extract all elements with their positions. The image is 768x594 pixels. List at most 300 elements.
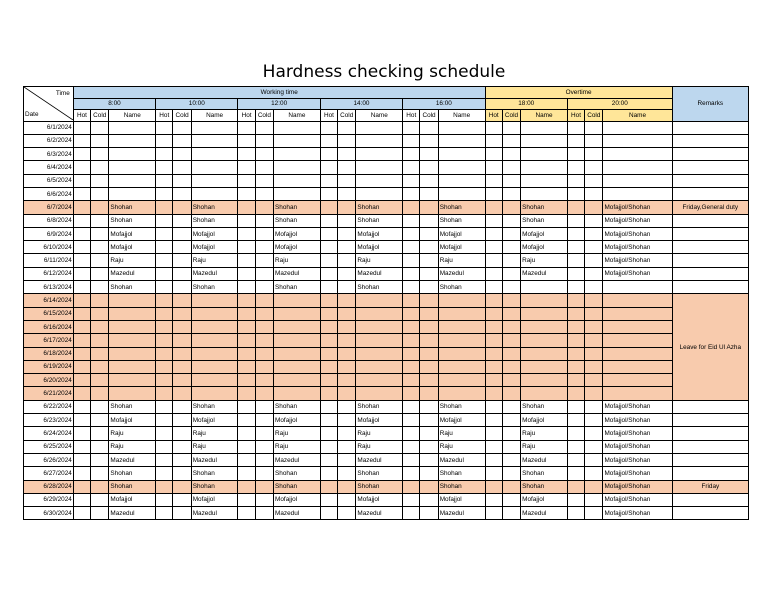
cold-cell	[585, 400, 603, 413]
name-cell	[274, 360, 321, 373]
hot-cell	[320, 267, 337, 280]
name-cell: Mofajjol	[521, 227, 568, 240]
hot-cell	[485, 414, 502, 427]
corner-date-label: Date	[25, 111, 39, 118]
name-cell: Shohan	[274, 214, 321, 227]
hot-cell	[73, 187, 90, 200]
hot-cell	[320, 161, 337, 174]
name-cell: Shohan	[356, 214, 403, 227]
cold-cell	[585, 201, 603, 214]
name-cell: Mofajjol	[356, 493, 403, 506]
name-cell	[521, 374, 568, 387]
remark-cell	[672, 467, 748, 480]
cold-cell	[91, 400, 109, 413]
name-cell: Shohan	[109, 480, 156, 493]
cold-cell	[255, 334, 273, 347]
hot-cell	[156, 174, 173, 187]
table-row	[24, 493, 749, 506]
name-cell	[521, 334, 568, 347]
name-cell	[274, 187, 321, 200]
hot-cell	[320, 427, 337, 440]
cold-cell	[173, 267, 191, 280]
cold-cell	[173, 347, 191, 360]
cold-cell	[173, 374, 191, 387]
cold-cell	[502, 507, 520, 520]
name-cell	[521, 294, 568, 307]
name-cell: Shohan	[274, 480, 321, 493]
name-cell	[109, 307, 156, 320]
cold-cell	[173, 214, 191, 227]
cold-cell	[338, 227, 356, 240]
cold-cell	[173, 507, 191, 520]
date-cell: 6/12/2024	[24, 267, 74, 280]
hot-cell	[567, 307, 584, 320]
cold-cell	[173, 254, 191, 267]
name-cell: Shohan	[521, 214, 568, 227]
cold-cell	[173, 187, 191, 200]
hot-cell	[238, 347, 255, 360]
hot-cell	[567, 453, 584, 466]
name-cell: Mofajjol	[274, 241, 321, 254]
name-cell	[603, 134, 672, 147]
name-cell	[438, 320, 485, 333]
name-col-header: Name	[191, 110, 238, 122]
hot-cell	[485, 453, 502, 466]
hot-cell	[567, 320, 584, 333]
name-cell	[109, 121, 156, 134]
hot-cell	[403, 374, 420, 387]
name-cell: Mofajjol/Shohan	[603, 507, 672, 520]
name-cell: Shohan	[191, 467, 238, 480]
hot-cell	[403, 267, 420, 280]
hot-cell	[73, 427, 90, 440]
cold-cell	[420, 214, 438, 227]
cold-cell	[585, 134, 603, 147]
cold-cell	[255, 427, 273, 440]
date-cell: 6/17/2024	[24, 334, 74, 347]
name-cell	[603, 148, 672, 161]
cold-cell	[338, 427, 356, 440]
name-cell: Mofajjol/Shohan	[603, 493, 672, 506]
hot-cell	[156, 121, 173, 134]
name-cell	[438, 387, 485, 400]
hot-cell	[485, 227, 502, 240]
cold-cell	[338, 347, 356, 360]
cold-cell	[91, 187, 109, 200]
cold-cell	[420, 374, 438, 387]
cold-cell	[420, 161, 438, 174]
remark-cell	[672, 214, 748, 227]
cold-cell	[173, 241, 191, 254]
name-cell: Raju	[191, 254, 238, 267]
cold-cell	[420, 440, 438, 453]
name-cell: Shohan	[109, 201, 156, 214]
hot-cell	[485, 480, 502, 493]
hot-cell	[156, 187, 173, 200]
cold-cell	[420, 281, 438, 294]
cold-cell	[91, 254, 109, 267]
cold-cell	[585, 360, 603, 373]
hot-cell	[238, 214, 255, 227]
remark-cell	[672, 161, 748, 174]
hot-cell	[403, 281, 420, 294]
hot-cell	[238, 493, 255, 506]
cold-cell	[502, 400, 520, 413]
cold-cell	[420, 400, 438, 413]
table-row	[24, 427, 749, 440]
hot-cell	[403, 121, 420, 134]
date-cell: 6/26/2024	[24, 453, 74, 466]
hot-cell	[156, 440, 173, 453]
name-cell	[109, 294, 156, 307]
hot-cell	[485, 507, 502, 520]
hot-cell	[156, 214, 173, 227]
cold-cell	[585, 493, 603, 506]
cold-cell	[338, 267, 356, 280]
name-cell	[191, 387, 238, 400]
name-cell: Raju	[521, 254, 568, 267]
name-cell	[191, 320, 238, 333]
hot-cell	[156, 267, 173, 280]
name-cell: Shohan	[356, 467, 403, 480]
table-row	[24, 414, 749, 427]
hot-cell	[567, 360, 584, 373]
cold-cell	[91, 453, 109, 466]
table-row	[24, 161, 749, 174]
name-cell: Mofajjol/Shohan	[603, 254, 672, 267]
name-cell: Raju	[521, 440, 568, 453]
slot-header-0: 8:00	[73, 98, 155, 110]
table-row	[24, 294, 749, 307]
hot-cell	[73, 121, 90, 134]
cold-cell	[173, 467, 191, 480]
name-cell: Mofajjol/Shohan	[603, 453, 672, 466]
cold-cell	[91, 360, 109, 373]
cold-cell	[255, 414, 273, 427]
cold-cell	[502, 374, 520, 387]
name-cell	[603, 121, 672, 134]
name-cell	[438, 187, 485, 200]
name-cell	[109, 387, 156, 400]
hot-cell	[156, 320, 173, 333]
name-cell	[603, 347, 672, 360]
cold-cell	[502, 148, 520, 161]
cold-cell	[585, 347, 603, 360]
hot-cell	[567, 387, 584, 400]
schedule-table	[23, 86, 749, 520]
name-cell: Shohan	[191, 201, 238, 214]
cold-cell	[420, 453, 438, 466]
hot-cell	[238, 161, 255, 174]
remark-cell	[672, 134, 748, 147]
hot-cell	[73, 227, 90, 240]
name-cell: Shohan	[438, 480, 485, 493]
name-cell	[521, 161, 568, 174]
cold-cell	[338, 507, 356, 520]
hot-cell	[485, 294, 502, 307]
cold-cell	[338, 307, 356, 320]
remarks-header: Remarks	[672, 87, 748, 122]
overtime-header: Overtime	[485, 87, 672, 99]
table-row	[24, 320, 749, 333]
name-col-header: Name	[274, 110, 321, 122]
hot-cell	[73, 161, 90, 174]
cold-cell	[420, 427, 438, 440]
cold-cell	[173, 427, 191, 440]
cold-cell	[255, 227, 273, 240]
name-cell: Mazedul	[109, 507, 156, 520]
hot-cell	[567, 347, 584, 360]
name-cell	[274, 294, 321, 307]
name-cell	[191, 360, 238, 373]
name-cell: Mazedul	[356, 507, 403, 520]
hot-cell	[567, 294, 584, 307]
hot-cell	[567, 334, 584, 347]
corner-header-cell	[24, 87, 74, 122]
name-cell	[356, 334, 403, 347]
name-cell	[191, 374, 238, 387]
name-cell: Shohan	[274, 281, 321, 294]
date-cell: 6/3/2024	[24, 148, 74, 161]
name-cell: Shohan	[356, 281, 403, 294]
cold-cell	[91, 148, 109, 161]
cold-cell	[502, 307, 520, 320]
hot-cell	[238, 414, 255, 427]
cold-cell	[420, 294, 438, 307]
cold-cell	[420, 121, 438, 134]
name-cell	[356, 387, 403, 400]
cold-cell	[173, 334, 191, 347]
name-cell: Shohan	[356, 480, 403, 493]
cold-cell	[173, 414, 191, 427]
hot-cell	[567, 440, 584, 453]
name-cell	[521, 387, 568, 400]
hot-cell	[73, 493, 90, 506]
hot-col-header: Hot	[567, 110, 584, 122]
hot-cell	[320, 241, 337, 254]
name-cell	[603, 187, 672, 200]
hot-cell	[73, 307, 90, 320]
cold-cell	[91, 201, 109, 214]
name-cell: Mazedul	[356, 453, 403, 466]
cold-cell	[173, 227, 191, 240]
name-cell	[356, 161, 403, 174]
cold-col-header: Cold	[338, 110, 356, 122]
name-cell: Shohan	[274, 400, 321, 413]
name-cell	[356, 307, 403, 320]
hot-cell	[156, 201, 173, 214]
slot-header-5: 18:00	[485, 98, 567, 110]
name-cell: Mofajjol	[438, 241, 485, 254]
table-row	[24, 440, 749, 453]
hot-cell	[320, 320, 337, 333]
hot-cell	[73, 148, 90, 161]
table-row	[24, 201, 749, 214]
name-cell	[109, 347, 156, 360]
name-cell: Mazedul	[274, 453, 321, 466]
cold-cell	[420, 360, 438, 373]
name-cell	[603, 334, 672, 347]
name-cell: Shohan	[438, 281, 485, 294]
hot-cell	[403, 174, 420, 187]
hot-cell	[320, 493, 337, 506]
name-cell: Shohan	[438, 400, 485, 413]
cold-cell	[91, 174, 109, 187]
cold-cell	[173, 121, 191, 134]
name-cell: Shohan	[109, 400, 156, 413]
remark-cell	[672, 427, 748, 440]
cold-cell	[338, 187, 356, 200]
hot-cell	[156, 387, 173, 400]
date-cell: 6/27/2024	[24, 467, 74, 480]
name-cell: Raju	[109, 427, 156, 440]
hot-cell	[156, 347, 173, 360]
cold-cell	[502, 334, 520, 347]
hot-cell	[238, 294, 255, 307]
remark-cell: Friday,General duty	[672, 201, 748, 214]
hot-cell	[485, 320, 502, 333]
name-cell	[521, 121, 568, 134]
name-cell	[603, 307, 672, 320]
table-row	[24, 214, 749, 227]
name-cell	[356, 374, 403, 387]
hot-cell	[156, 414, 173, 427]
date-cell: 6/25/2024	[24, 440, 74, 453]
hot-cell	[320, 387, 337, 400]
hot-cell	[238, 241, 255, 254]
cold-col-header: Cold	[173, 110, 191, 122]
hot-col-header: Hot	[73, 110, 90, 122]
name-cell	[438, 174, 485, 187]
date-cell: 6/9/2024	[24, 227, 74, 240]
name-cell: Shohan	[356, 400, 403, 413]
name-cell	[274, 121, 321, 134]
corner-time-label: Time	[55, 90, 70, 97]
cold-cell	[502, 227, 520, 240]
hot-cell	[403, 387, 420, 400]
name-cell: Shohan	[356, 201, 403, 214]
cold-cell	[91, 414, 109, 427]
cold-cell	[255, 267, 273, 280]
hot-cell	[238, 387, 255, 400]
cold-cell	[255, 493, 273, 506]
name-cell: Shohan	[274, 201, 321, 214]
slot-header-3: 14:00	[320, 98, 402, 110]
name-cell: Mofajjol	[109, 227, 156, 240]
name-cell: Raju	[274, 440, 321, 453]
cold-cell	[173, 493, 191, 506]
name-cell	[438, 307, 485, 320]
cold-cell	[338, 134, 356, 147]
cold-cell	[91, 227, 109, 240]
hot-cell	[403, 414, 420, 427]
hot-cell	[403, 507, 420, 520]
name-cell: Mofajjol	[274, 493, 321, 506]
hot-cell	[238, 334, 255, 347]
cold-cell	[338, 414, 356, 427]
slot-header-4: 16:00	[403, 98, 485, 110]
hot-cell	[156, 493, 173, 506]
hot-cell	[485, 427, 502, 440]
name-cell: Shohan	[191, 400, 238, 413]
hot-cell	[320, 134, 337, 147]
date-cell: 6/4/2024	[24, 161, 74, 174]
name-cell	[109, 360, 156, 373]
hot-cell	[73, 480, 90, 493]
hot-cell	[73, 347, 90, 360]
cold-cell	[91, 121, 109, 134]
name-cell	[109, 174, 156, 187]
hot-cell	[485, 347, 502, 360]
hot-cell	[73, 453, 90, 466]
table-row	[24, 387, 749, 400]
cold-cell	[173, 294, 191, 307]
cold-cell	[173, 400, 191, 413]
hot-cell	[238, 148, 255, 161]
cold-cell	[91, 507, 109, 520]
cold-cell	[91, 134, 109, 147]
name-cell: Mofajjol	[109, 493, 156, 506]
name-cell: Shohan	[109, 281, 156, 294]
hot-cell	[403, 214, 420, 227]
name-cell	[603, 360, 672, 373]
hot-cell	[567, 267, 584, 280]
name-cell: Mofajjol/Shohan	[603, 400, 672, 413]
cold-cell	[255, 320, 273, 333]
date-cell: 6/22/2024	[24, 400, 74, 413]
hot-cell	[567, 480, 584, 493]
cold-cell	[420, 227, 438, 240]
table-row	[24, 347, 749, 360]
name-cell: Mofajjol	[109, 241, 156, 254]
name-cell	[109, 134, 156, 147]
cold-cell	[91, 374, 109, 387]
hot-cell	[156, 307, 173, 320]
hot-cell	[485, 440, 502, 453]
hot-cell	[485, 281, 502, 294]
cold-cell	[255, 480, 273, 493]
hot-cell	[156, 467, 173, 480]
hot-cell	[485, 187, 502, 200]
name-cell	[191, 347, 238, 360]
cold-cell	[502, 267, 520, 280]
hot-cell	[567, 187, 584, 200]
hot-cell	[238, 201, 255, 214]
cold-cell	[338, 360, 356, 373]
name-cell: Mazedul	[191, 267, 238, 280]
name-cell: Mofajjol	[191, 241, 238, 254]
remark-cell: Friday	[672, 480, 748, 493]
remark-cell	[672, 148, 748, 161]
date-cell: 6/24/2024	[24, 427, 74, 440]
hot-cell	[238, 440, 255, 453]
hot-cell	[156, 241, 173, 254]
cold-cell	[585, 453, 603, 466]
name-cell: Mofajjol/Shohan	[603, 427, 672, 440]
name-cell: Mofajjol	[521, 414, 568, 427]
cold-cell	[502, 201, 520, 214]
date-cell: 6/19/2024	[24, 360, 74, 373]
name-cell: Mofajjol	[356, 227, 403, 240]
name-cell	[356, 360, 403, 373]
cold-cell	[502, 360, 520, 373]
working-time-header: Working time	[73, 87, 485, 99]
cold-cell	[420, 334, 438, 347]
cold-cell	[338, 400, 356, 413]
cold-cell	[173, 134, 191, 147]
cold-cell	[420, 201, 438, 214]
remark-cell	[672, 267, 748, 280]
